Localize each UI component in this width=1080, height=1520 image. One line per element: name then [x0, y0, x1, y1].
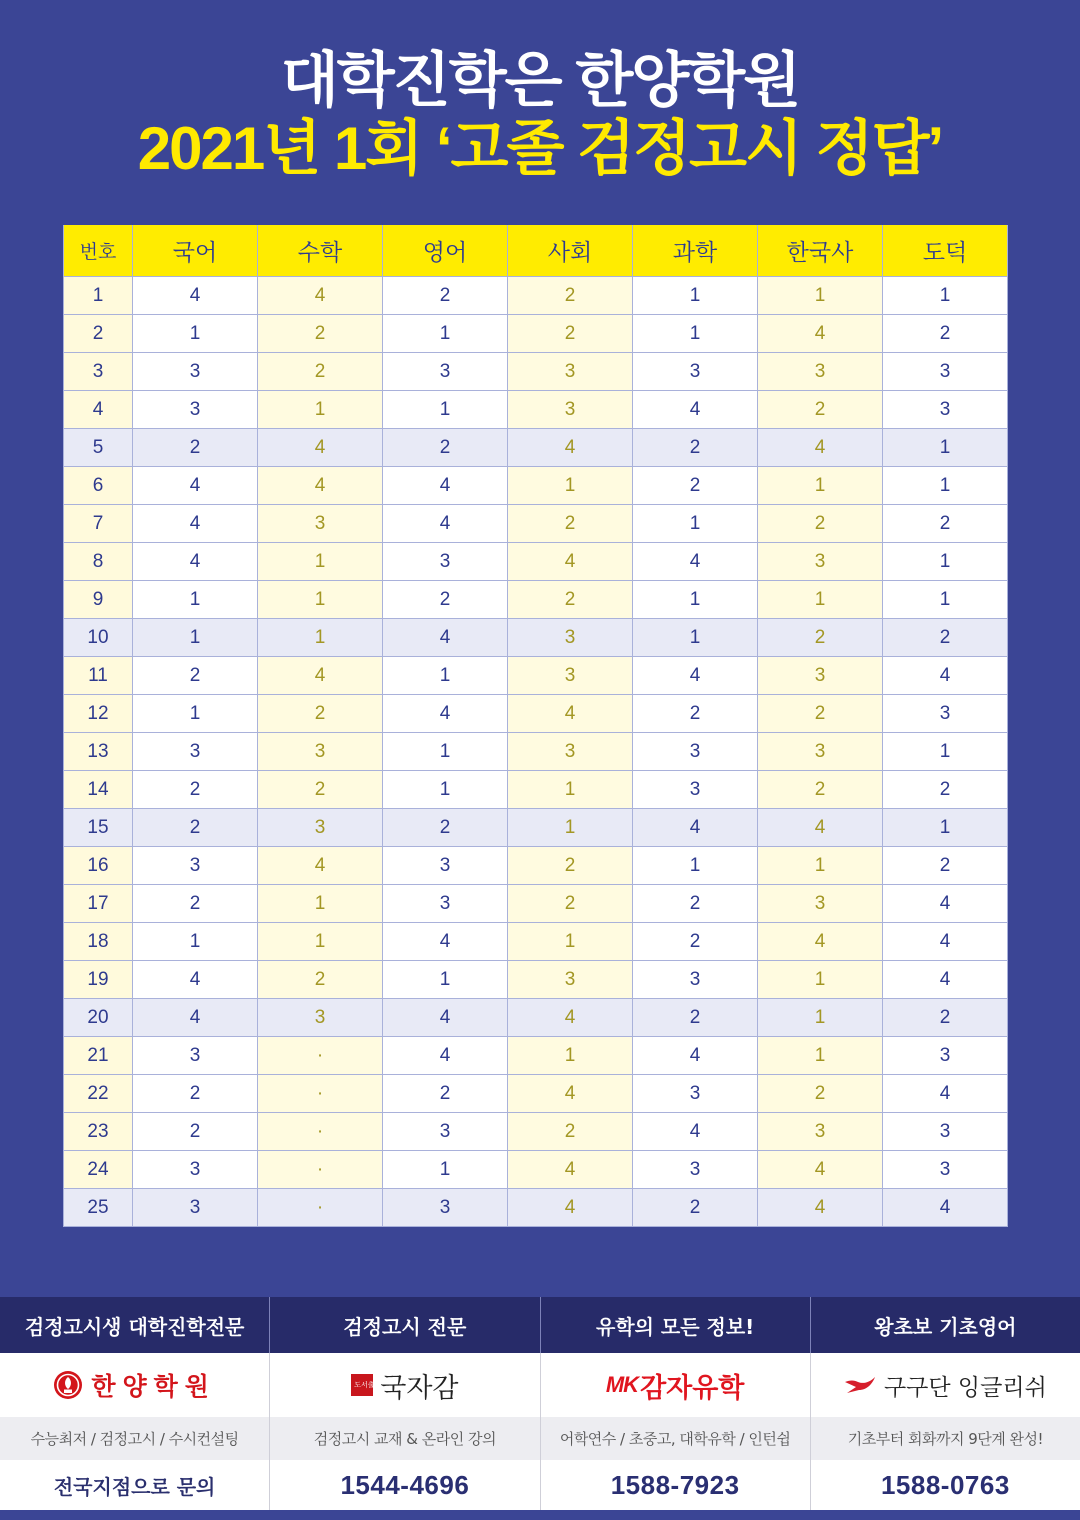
question-number-cell: 21: [63, 1037, 133, 1075]
answer-cell-korean-history: 4: [758, 923, 883, 961]
question-number-cell: 20: [63, 999, 133, 1037]
answer-cell-science: 4: [633, 657, 758, 695]
answer-cell-english: 3: [383, 847, 508, 885]
answer-cell-korean: 4: [133, 543, 258, 581]
answer-cell-ethics: 1: [883, 543, 1008, 581]
answer-cell-english: 3: [383, 353, 508, 391]
answer-cell-social: 3: [508, 961, 633, 999]
gamja-contact-cell: [540, 1460, 810, 1510]
answer-cell-korean-history: 3: [758, 733, 883, 771]
answer-cell-social: 3: [508, 353, 633, 391]
mk-mark: MK: [605, 1372, 639, 1397]
answer-cell-korean-history: 3: [758, 657, 883, 695]
answer-cell-social: 3: [508, 391, 633, 429]
hanyang-logo[interactable]: [0, 1353, 269, 1417]
answer-cell-english: 1: [383, 391, 508, 429]
answer-cell-social: 2: [508, 277, 633, 315]
answer-cell-math: 4: [258, 429, 383, 467]
answer-cell-math: 2: [258, 961, 383, 999]
answer-cell-math: 1: [258, 885, 383, 923]
table-row: [63, 1075, 1008, 1113]
answer-cell-science: 2: [633, 467, 758, 505]
answer-cell-korean: 4: [133, 467, 258, 505]
answer-cell-ethics: 2: [883, 619, 1008, 657]
answer-cell-korean: 3: [133, 733, 258, 771]
answer-cell-english: 4: [383, 619, 508, 657]
answer-cell-english: 1: [383, 1151, 508, 1189]
answer-cell-math: 2: [258, 695, 383, 733]
answer-cell-science: 1: [633, 277, 758, 315]
question-number-cell: 9: [63, 581, 133, 619]
question-number-cell: 15: [63, 809, 133, 847]
question-number-cell: 16: [63, 847, 133, 885]
answer-cell-science: 4: [633, 1113, 758, 1151]
question-number-cell: 8: [63, 543, 133, 581]
answer-cell-math: 2: [258, 353, 383, 391]
footer-contact-row: [0, 1460, 1080, 1510]
answer-cell-english: 4: [383, 923, 508, 961]
header-social: 사회: [508, 225, 633, 277]
answer-cell-english: 1: [383, 733, 508, 771]
answer-cell-ethics: 2: [883, 999, 1008, 1037]
answer-cell-english: 3: [383, 543, 508, 581]
answer-cell-korean: 1: [133, 619, 258, 657]
answer-cell-korean: 3: [133, 1189, 258, 1227]
hanyang-brand-name: 한양학원: [91, 1372, 216, 1401]
answer-cell-ethics: 4: [883, 1075, 1008, 1113]
header-korean: 국어: [133, 225, 258, 277]
answer-cell-korean-history: 3: [758, 885, 883, 923]
answer-cell-social: 1: [508, 923, 633, 961]
answer-cell-science: 2: [633, 1189, 758, 1227]
hanyang-desc: 수능최저 / 검정고시 / 수시컨설팅: [30, 1430, 239, 1448]
answer-cell-social: 3: [508, 657, 633, 695]
answer-cell-korean-history: 4: [758, 809, 883, 847]
answer-cell-korean-history: 1: [758, 467, 883, 505]
answer-cell-korean: 2: [133, 429, 258, 467]
table-row: [63, 999, 1008, 1037]
answer-cell-math: 4: [258, 657, 383, 695]
gamja-desc: 어학연수 / 초중고, 대학유학 / 인턴쉽: [540, 1417, 810, 1460]
publisher-stamp-icon: [351, 1374, 382, 1396]
answer-cell-science: 1: [633, 847, 758, 885]
answer-cell-science: 3: [633, 1151, 758, 1189]
gugudan-logo[interactable]: [810, 1353, 1080, 1417]
answer-cell-korean-history: 4: [758, 1151, 883, 1189]
answer-cell-social: 4: [508, 1189, 633, 1227]
table-row: [63, 619, 1008, 657]
hanyang-contact-cell: [0, 1460, 269, 1510]
answer-cell-korean-history: 1: [758, 847, 883, 885]
answer-cell-korean-history: 1: [758, 961, 883, 999]
answer-cell-math: 2: [258, 771, 383, 809]
answer-cell-science: 3: [633, 771, 758, 809]
answer-cell-math: 3: [258, 733, 383, 771]
answer-cell-english: 3: [383, 885, 508, 923]
header-number: 번호: [63, 225, 133, 277]
answer-cell-korean-history: 2: [758, 505, 883, 543]
answer-cell-social: 3: [508, 619, 633, 657]
question-number-cell: 11: [63, 657, 133, 695]
question-number-cell: 12: [63, 695, 133, 733]
gamja-logo[interactable]: [540, 1353, 810, 1417]
gukjagam-heading: 검정고시 전문: [269, 1297, 539, 1353]
answer-cell-korean-history: 1: [758, 1037, 883, 1075]
answer-cell-social: 4: [508, 999, 633, 1037]
answer-cell-science: 2: [633, 885, 758, 923]
answer-cell-ethics: 1: [883, 809, 1008, 847]
question-number-cell: 14: [63, 771, 133, 809]
question-number-cell: 1: [63, 277, 133, 315]
table-row: [63, 1037, 1008, 1075]
answer-cell-ethics: 3: [883, 353, 1008, 391]
answer-cell-social: 4: [508, 695, 633, 733]
answer-cell-english: 3: [383, 1113, 508, 1151]
answer-cell-korean-history: 2: [758, 391, 883, 429]
answer-cell-english: 1: [383, 657, 508, 695]
table-row: [63, 885, 1008, 923]
gukjagam-brand-name: 국자감: [380, 1372, 459, 1404]
table-row: [63, 277, 1008, 315]
answer-cell-social: 2: [508, 885, 633, 923]
answer-cell-ethics: 2: [883, 771, 1008, 809]
answer-cell-science: 4: [633, 543, 758, 581]
answer-cell-korean-history: 1: [758, 999, 883, 1037]
answer-cell-social: 2: [508, 505, 633, 543]
table-row: [63, 961, 1008, 999]
answer-cell-social: 4: [508, 1075, 633, 1113]
answer-cell-social: 2: [508, 581, 633, 619]
table-row: [63, 353, 1008, 391]
footer-desc-row: [0, 1417, 1080, 1460]
answer-table: [63, 225, 1008, 1227]
question-number-cell: 25: [63, 1189, 133, 1227]
answer-cell-korean-history: 2: [758, 619, 883, 657]
answer-cell-korean-history: 3: [758, 1113, 883, 1151]
answer-cell-social: 4: [508, 1151, 633, 1189]
answer-cell-science: 2: [633, 429, 758, 467]
answer-cell-ethics: 1: [883, 429, 1008, 467]
answer-cell-math: 1: [258, 923, 383, 961]
answer-cell-korean: 3: [133, 391, 258, 429]
answer-cell-ethics: 3: [883, 1113, 1008, 1151]
header-ethics: 도덕: [883, 225, 1008, 277]
question-number-cell: 3: [63, 353, 133, 391]
gugudan-heading: 왕초보 기초영어: [810, 1297, 1080, 1353]
answer-cell-social: 4: [508, 429, 633, 467]
answer-cell-math: 4: [258, 277, 383, 315]
answer-cell-ethics: 4: [883, 923, 1008, 961]
answer-cell-english: 4: [383, 505, 508, 543]
answer-cell-ethics: 3: [883, 1151, 1008, 1189]
answer-cell-korean: 2: [133, 657, 258, 695]
stamp-text: 도서출판: [354, 1381, 382, 1389]
footer-heading-row: [0, 1297, 1080, 1353]
hanyang-emblem-icon: [53, 1370, 83, 1400]
table-row: [63, 581, 1008, 619]
question-number-cell: 4: [63, 391, 133, 429]
answer-cell-math: ·: [258, 1075, 383, 1113]
question-number-cell: 2: [63, 315, 133, 353]
table-row: [63, 467, 1008, 505]
answer-cell-korean: 1: [133, 315, 258, 353]
table-row: [63, 505, 1008, 543]
answer-cell-math: 1: [258, 391, 383, 429]
answer-cell-korean-history: 1: [758, 277, 883, 315]
answer-cell-math: 2: [258, 315, 383, 353]
answer-cell-korean-history: 3: [758, 543, 883, 581]
answer-cell-korean: 3: [133, 1151, 258, 1189]
gamja-phone[interactable]: 1588-7923: [610, 1469, 740, 1500]
header-english: 영어: [383, 225, 508, 277]
gamja-heading: 유학의 모든 정보!: [540, 1297, 810, 1353]
answer-cell-korean-history: 2: [758, 771, 883, 809]
answer-cell-english: 2: [383, 581, 508, 619]
answer-cell-social: 1: [508, 771, 633, 809]
gukjagam-phone[interactable]: 1544-4696: [340, 1469, 470, 1500]
gukjagam-logo[interactable]: [269, 1353, 539, 1417]
table-row: [63, 543, 1008, 581]
gukjagam-desc: 검정고시 교재 & 온라인 강의: [269, 1417, 539, 1460]
answer-cell-science: 3: [633, 961, 758, 999]
answer-cell-science: 1: [633, 505, 758, 543]
answer-cell-ethics: 2: [883, 847, 1008, 885]
header-math: 수학: [258, 225, 383, 277]
answer-cell-english: 3: [383, 1189, 508, 1227]
answer-cell-korean: 3: [133, 1037, 258, 1075]
gugudan-contact-cell: [810, 1460, 1080, 1510]
table-row: [63, 1113, 1008, 1151]
answer-cell-math: 4: [258, 467, 383, 505]
answer-cell-korean-history: 4: [758, 1189, 883, 1227]
answer-cell-english: 4: [383, 999, 508, 1037]
answer-cell-math: ·: [258, 1151, 383, 1189]
footer-ads: [0, 1297, 1080, 1510]
answer-cell-korean: 2: [133, 1075, 258, 1113]
answer-cell-korean: 4: [133, 961, 258, 999]
answer-cell-english: 4: [383, 695, 508, 733]
answer-cell-korean: 2: [133, 1113, 258, 1151]
answer-cell-korean: 2: [133, 809, 258, 847]
answer-cell-ethics: 4: [883, 961, 1008, 999]
answer-cell-science: 2: [633, 695, 758, 733]
hanyang-heading: 검정고시생 대학진학전문: [24, 1314, 245, 1339]
answer-cell-ethics: 4: [883, 657, 1008, 695]
table-row: [63, 1189, 1008, 1227]
red-bird-icon: [844, 1373, 876, 1397]
answer-cell-science: 3: [633, 1075, 758, 1113]
answer-cell-korean: 1: [133, 923, 258, 961]
answer-cell-korean: 3: [133, 353, 258, 391]
answer-cell-korean-history: 3: [758, 353, 883, 391]
answer-cell-science: 3: [633, 733, 758, 771]
poster-title: 대학진학은 한양학원: [280, 47, 800, 114]
gamja-brand-name: 감자유학: [640, 1372, 745, 1404]
answer-cell-korean-history: 2: [758, 1075, 883, 1113]
question-number-cell: 10: [63, 619, 133, 657]
table-row: [63, 847, 1008, 885]
answer-cell-english: 4: [383, 1037, 508, 1075]
question-number-cell: 6: [63, 467, 133, 505]
table-row: [63, 657, 1008, 695]
answer-cell-korean: 4: [133, 999, 258, 1037]
answer-cell-korean-history: 4: [758, 315, 883, 353]
answer-cell-english: 2: [383, 429, 508, 467]
gugudan-desc: 기초부터 회화까지 9단계 완성!: [810, 1417, 1080, 1460]
answer-cell-korean: 1: [133, 695, 258, 733]
gukjagam-contact-cell: [269, 1460, 539, 1510]
answer-cell-science: 3: [633, 353, 758, 391]
answer-cell-social: 1: [508, 467, 633, 505]
answer-cell-ethics: 3: [883, 695, 1008, 733]
answer-cell-ethics: 2: [883, 315, 1008, 353]
answer-cell-korean-history: 1: [758, 581, 883, 619]
answer-cell-math: 3: [258, 505, 383, 543]
question-number-cell: 13: [63, 733, 133, 771]
question-number-cell: 7: [63, 505, 133, 543]
answer-cell-math: 3: [258, 809, 383, 847]
answer-cell-english: 4: [383, 467, 508, 505]
answer-cell-korean: 2: [133, 885, 258, 923]
gugudan-phone[interactable]: 1588-0763: [880, 1469, 1010, 1500]
table-row: [63, 391, 1008, 429]
table-row: [63, 429, 1008, 467]
answer-cell-ethics: 1: [883, 581, 1008, 619]
question-number-cell: 5: [63, 429, 133, 467]
answer-cell-korean: 3: [133, 847, 258, 885]
answer-cell-english: 1: [383, 961, 508, 999]
question-number-cell: 19: [63, 961, 133, 999]
answer-cell-math: 1: [258, 619, 383, 657]
answer-cell-ethics: 4: [883, 885, 1008, 923]
answer-cell-english: 2: [383, 1075, 508, 1113]
question-number-cell: 17: [63, 885, 133, 923]
question-number-cell: 24: [63, 1151, 133, 1189]
answer-cell-korean: 1: [133, 581, 258, 619]
answer-cell-ethics: 4: [883, 1189, 1008, 1227]
answer-cell-math: 4: [258, 847, 383, 885]
answer-cell-english: 2: [383, 277, 508, 315]
table-row: [63, 1151, 1008, 1189]
answer-cell-science: 4: [633, 1037, 758, 1075]
answer-cell-math: 1: [258, 543, 383, 581]
question-number-cell: 18: [63, 923, 133, 961]
table-header-row: [63, 225, 1008, 277]
table-row: [63, 695, 1008, 733]
answer-cell-math: 3: [258, 999, 383, 1037]
answer-cell-science: 2: [633, 923, 758, 961]
answer-cell-math: ·: [258, 1113, 383, 1151]
table-row: [63, 771, 1008, 809]
gugudan-brand-name: 구구단 잉글리쉬: [883, 1374, 1047, 1401]
table-row: [63, 733, 1008, 771]
answer-cell-math: 1: [258, 581, 383, 619]
answer-cell-social: 2: [508, 847, 633, 885]
answer-cell-social: 3: [508, 733, 633, 771]
header-korean-history: 한국사: [758, 225, 883, 277]
answer-cell-ethics: 1: [883, 277, 1008, 315]
table-row: [63, 315, 1008, 353]
answer-cell-ethics: 1: [883, 733, 1008, 771]
answer-table-body: [63, 277, 1008, 1227]
answer-cell-ethics: 3: [883, 391, 1008, 429]
answer-cell-korean-history: 4: [758, 429, 883, 467]
question-number-cell: 23: [63, 1113, 133, 1151]
answer-cell-korean: 4: [133, 277, 258, 315]
answer-cell-ethics: 3: [883, 1037, 1008, 1075]
answer-cell-english: 1: [383, 315, 508, 353]
answer-cell-korean: 4: [133, 505, 258, 543]
answer-cell-english: 1: [383, 771, 508, 809]
answer-cell-math: ·: [258, 1189, 383, 1227]
answer-cell-social: 2: [508, 1113, 633, 1151]
answer-cell-english: 2: [383, 809, 508, 847]
table-row: [63, 923, 1008, 961]
question-number-cell: 22: [63, 1075, 133, 1113]
answer-cell-ethics: 1: [883, 467, 1008, 505]
answer-cell-math: ·: [258, 1037, 383, 1075]
answer-cell-social: 1: [508, 1037, 633, 1075]
answer-cell-science: 1: [633, 581, 758, 619]
answer-cell-science: 4: [633, 809, 758, 847]
poster-subtitle: 2021년 1회 ‘고졸 검정고시 정답’: [137, 115, 943, 182]
hanyang-contact: 전국지점으로 문의: [53, 1474, 216, 1499]
answer-cell-korean-history: 2: [758, 695, 883, 733]
answer-cell-korean: 2: [133, 771, 258, 809]
footer-logo-row: [0, 1353, 1080, 1417]
answer-cell-social: 4: [508, 543, 633, 581]
answer-cell-science: 1: [633, 315, 758, 353]
answer-cell-science: 2: [633, 999, 758, 1037]
answer-cell-science: 1: [633, 619, 758, 657]
header-science: 과학: [633, 225, 758, 277]
table-row: [63, 809, 1008, 847]
answer-cell-ethics: 2: [883, 505, 1008, 543]
answer-cell-social: 1: [508, 809, 633, 847]
answer-cell-social: 2: [508, 315, 633, 353]
answer-cell-science: 4: [633, 391, 758, 429]
